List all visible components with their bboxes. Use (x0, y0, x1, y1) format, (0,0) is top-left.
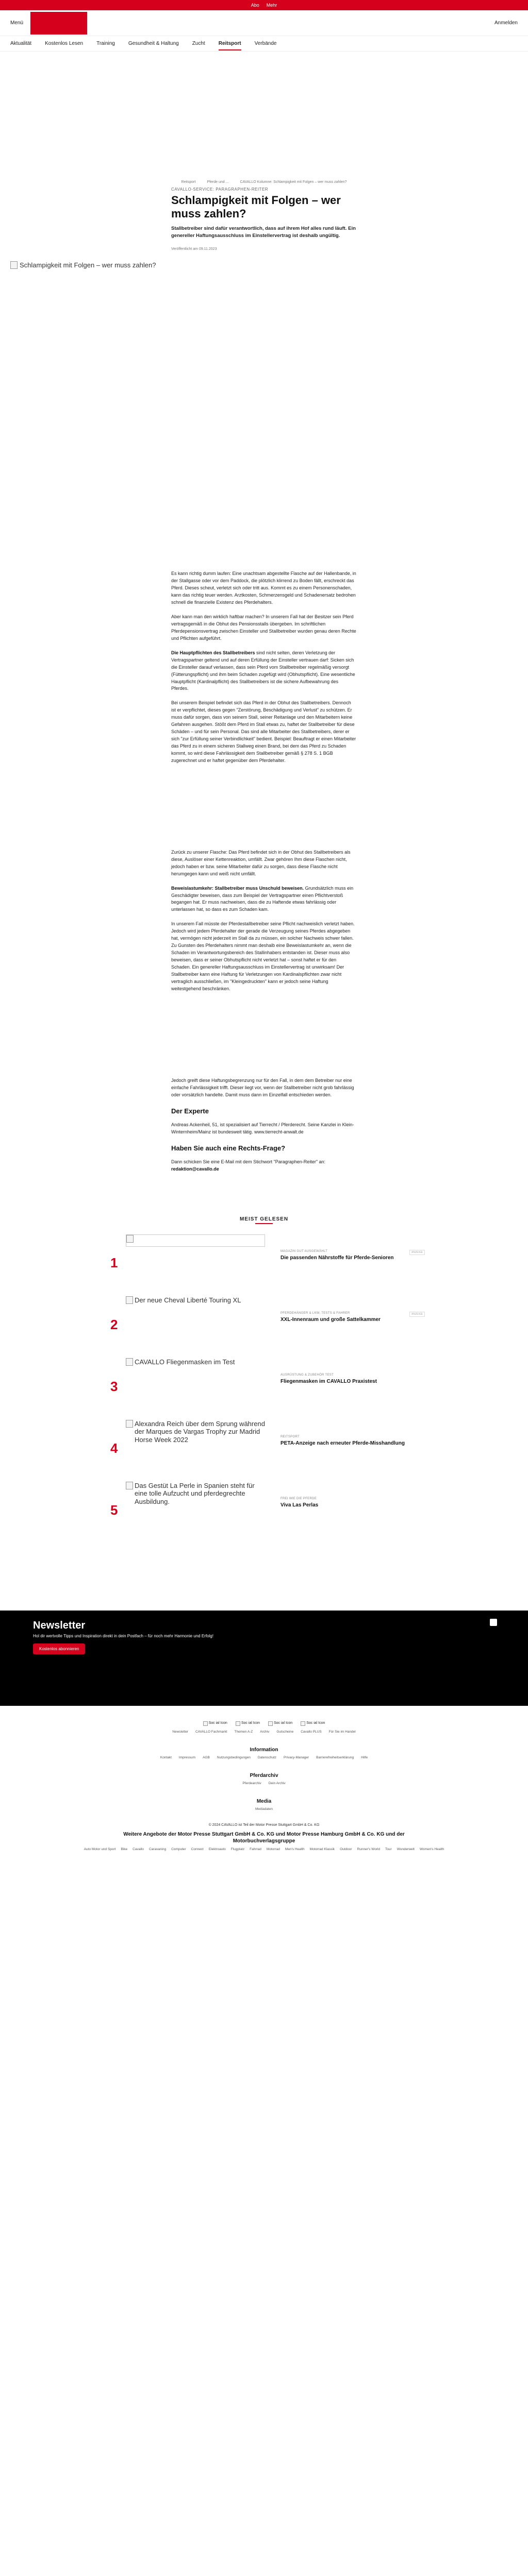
footer-link[interactable]: Nutzungsbedingungen (217, 1755, 251, 1759)
item-headline[interactable]: Die passenden Nährstoffe für Pferde-Senioren (280, 1255, 394, 1261)
paragraph: In unserem Fall müsste der Pferdestallbetreiber seine Pflicht nachweislich verletzt haben. Jedoch wird jedem Pferdehalter der gerade die Verzeugung seines Pferdes abgegeben hat, vermögen nicht jederzeit im Stall da zu müssen, ein solcher Nachweis schwer fallen. Zu Gunsten des Pferdehalters nimmt man deshalb eine Beweislastumkehr an, wenn die Schaden im Verantwortungsbereich des Stallinhabers entstanden ist. Dieser muss also beweisen, dass er seiner Obhutspflicht nicht verletzt hat – sonst haftet er für den Schaden. Ein genereller Haftungsausschluss im Einstellervertrag ist unwirksam! Der Stallbetreiber kann eine Haftung für Verletzungen von Kardinalspflichten zwar nicht vertraglich ausschließen, im "Kleingedruckten" kann er jedoch seine Haftung weitestgehend beschränken. (171, 921, 355, 991)
social-icon[interactable] (203, 1721, 227, 1726)
ad-slot (0, 52, 528, 180)
newsletter-text: Hol dir wertvolle Tipps und Inspiration direkt in dein Postfach – für noch mehr Harmonie und Erfolg! (33, 1633, 213, 1638)
item-category: FREI WIE DIE PFERDE (280, 1497, 317, 1500)
paragraph-text: Grundsätzlich muss ein Geschädigter beweisen, dass zum Beispiel der Vertragspartner einen Pflichtverstoß begangen hat. Er muss nachweisen, dass die zu Haftende etwas fahrlässig oder unterlassen hat, so dass es zum Schaden kam. (171, 885, 354, 912)
spacer (0, 1180, 528, 1216)
broken-image-icon (126, 1296, 133, 1304)
broken-image-icon (126, 1420, 133, 1428)
footer-links (0, 1730, 528, 1734)
thumbnail[interactable] (126, 1358, 265, 1410)
hero-alt-text: Schlampigkeit mit Folgen – wer muss zahlen? (20, 261, 156, 269)
brand-link[interactable]: Computer (171, 1847, 186, 1851)
social-icon[interactable] (268, 1721, 292, 1726)
article-date: Veröffentlicht am 09.11.2023 (171, 247, 217, 251)
thumbnail-alt: CAVALLO Fliegenmasken im Test (135, 1358, 235, 1366)
publisher-heading: Weitere Angebote der Motor Presse Stuttgart GmbH & Co. KG und Motor Presse Hamburg GmbH & Co. KG und der Motorbuchverlagsgruppe (123, 1831, 405, 1844)
paragraph-bold: Die Hauptpflichten des Stallbetreibers (171, 650, 255, 655)
social-alt: Soc ial Icon (274, 1721, 293, 1725)
article-kicker: CAVALLO-SERVICE: PARAGRAPHEN-REITER (171, 187, 269, 192)
most-read-item[interactable] (110, 1234, 425, 1296)
rank-number: 4 (110, 1440, 118, 1456)
breadcrumb-item[interactable]: Pferde und ... (207, 180, 229, 184)
most-read-section (84, 1216, 444, 1544)
article-lead: Stallbetreiber sind dafür verantwortlich, dass auf ihrem Hof alles rund läuft. Ein genereller Haftungsausschluss im Einstellervertrag ist deshalb ungültig. (171, 225, 356, 239)
breadcrumb (171, 180, 357, 184)
paragraph: Zurück zu unserer Flasche: Das Pferd befindet sich in der Obhut des Stallbetreibers als diese, Auslöser einer Kettenreaktion, umfällt. Zwar gehören Ihm diese Flaschen nicht, jedoch haben er bzw. seine Mitarbeiter dafür zu sorgen, dass diese Flasche nicht herumgegen kann und weiß nicht umfällt. (171, 849, 351, 876)
footer-link[interactable]: Archiv (260, 1730, 270, 1734)
email-link[interactable]: redaktion@cavallo.de (171, 1166, 219, 1172)
nav-item[interactable]: Kostenlos Lesen (45, 41, 84, 46)
brand-link[interactable]: Connect (191, 1847, 204, 1851)
footer-link[interactable]: AGB (203, 1755, 210, 1759)
site-footer (0, 1706, 528, 1851)
footer-link[interactable]: Für Sie im Handel (328, 1730, 356, 1734)
footer-link[interactable]: Themen A-Z (234, 1730, 253, 1734)
nav-item[interactable]: Training (96, 41, 115, 46)
brand-link[interactable]: Caravaning (148, 1847, 167, 1851)
brand-link[interactable]: Tour (385, 1847, 392, 1851)
rank-number: 1 (110, 1255, 118, 1270)
brand-link[interactable]: Motorrad (266, 1847, 280, 1851)
item-headline[interactable]: Fliegenmasken im CAVALLO Praxistest (280, 1378, 377, 1384)
checkbox-icon (490, 1619, 497, 1626)
item-tag: ANZEIGE (409, 1312, 425, 1317)
nav-item[interactable]: Aktualität (10, 41, 32, 46)
paragraph: Jedoch greift diese Haftungsbegrenzung nur für den Fall, in dem dem Betreiber nur eine einfache Fahrlässigkeit trifft. Dieser liegt vor, wenn der Stallbetreiber nicht grob fahrlässig oder vorsätzlich handelte. Damit muss dann im Einzelfall entschieden werden. (171, 1077, 354, 1097)
item-category: AUSRÜSTUNG & ZUBEHÖR TEST (280, 1373, 334, 1377)
article-title: Schlampigkeit mit Folgen – wer muss zahlen? (171, 194, 341, 221)
paragraph: Aber kann man den wirklich haftbar machen? In unserem Fall hat der Besitzer sein Pferd vertragsgemäß in die Obhut des Pensionsstalls übergeben. Im schriftlichen Pferdepensionsvertrag zwischen Einsteller und Stallbetreiber wurden genau deren Rechte und Pflichten aufgeführt. (171, 614, 356, 641)
brand-link[interactable]: Bike (121, 1847, 128, 1851)
ad-slot (0, 1000, 528, 1077)
brand-link[interactable]: Men's Health (285, 1847, 305, 1851)
brand-link[interactable]: Cavallo (133, 1847, 144, 1851)
top-bar (0, 0, 528, 10)
brand-link[interactable]: Wunderwelt (397, 1847, 415, 1851)
question-text (171, 1159, 357, 1173)
broken-image-icon (10, 261, 18, 269)
social-alt: Soc ial Icon (306, 1721, 325, 1725)
footer-link[interactable]: Mediadaten (255, 1807, 273, 1811)
social-alt: Soc ial Icon (208, 1721, 227, 1725)
brand-link[interactable]: Women's Health (419, 1847, 444, 1851)
social-icon[interactable] (301, 1721, 325, 1726)
footer-link[interactable]: Privacy-Manager (284, 1755, 309, 1759)
footer-link[interactable]: Impressum (178, 1755, 196, 1759)
item-category: MAGAZIN GUT AUSGEWÄHLT (280, 1249, 328, 1253)
brand-link[interactable]: Auto Motor und Sport (84, 1847, 116, 1851)
copyright: © 2024 CAVALLO ist Teil der Motor Presse Stuttgart GmbH & Co. KG (208, 1823, 320, 1827)
social-alt: Soc ial Icon (241, 1721, 260, 1725)
thumbnail[interactable] (126, 1234, 265, 1247)
brand-link[interactable]: Motorrad Klassik (309, 1847, 335, 1851)
ad-slot (0, 772, 528, 849)
main-nav (0, 36, 528, 52)
article-body-1 (171, 570, 357, 765)
paragraph (171, 885, 357, 914)
newsletter-section (0, 1611, 528, 1706)
thumbnail-alt: Das Gestüt La Perle in Spanien steht für eine tolle Aufzucht und pferdegrechte Ausbildung. (135, 1481, 255, 1505)
brand-links (0, 1848, 528, 1851)
rank-number: 3 (110, 1378, 118, 1394)
article-body-3 (171, 1077, 357, 1173)
paragraph-bold: Beweislastumkehr: Stallbetreiber muss Unschuld beweisen. (171, 885, 304, 891)
abo-link[interactable]: Abo (251, 3, 259, 8)
footer-link[interactable]: Hilfe (361, 1755, 368, 1759)
most-read-item[interactable] (110, 1420, 425, 1482)
broken-image-icon (126, 1482, 133, 1489)
login-link[interactable]: Anmelden (494, 20, 518, 26)
newsletter-title: Newsletter (33, 1619, 86, 1631)
brand-link[interactable]: Flugplatz (230, 1847, 245, 1851)
most-read-item[interactable] (110, 1482, 425, 1544)
broken-image-icon (236, 1721, 240, 1726)
footer-heading: Media (256, 1798, 272, 1804)
breadcrumb-item[interactable]: Reitsport (181, 180, 196, 184)
nav-item[interactable]: Verbände (254, 41, 277, 46)
expert-heading: Der Experte (171, 1107, 209, 1115)
nav-item[interactable]: Gesundheit & Haltung (128, 41, 179, 46)
paragraph (171, 650, 357, 693)
cavallo-logo[interactable] (30, 12, 87, 35)
question-label: Dann schicken Sie eine E-Mail mit dem Stichwort "Paragraphen-Reiter" an: (171, 1159, 326, 1164)
footer-link[interactable]: Datenschutz (257, 1755, 276, 1759)
more-link[interactable]: Mehr (266, 3, 277, 8)
broken-image-icon (268, 1721, 273, 1726)
broken-image-icon (301, 1721, 305, 1726)
most-read-item[interactable] (110, 1296, 425, 1358)
rank-number: 5 (110, 1502, 118, 1518)
thumbnail-alt: Alexandra Reich über dem Sprung während der Marques de Vargas Trophy zur Madrid Horse Week 2022 (135, 1419, 265, 1444)
title-underline (255, 1223, 273, 1224)
thumbnail[interactable] (126, 1296, 265, 1348)
social-links (0, 1721, 528, 1726)
social-icon[interactable] (236, 1721, 260, 1726)
paragraph: Es kann richtig dumm laufen: Eine unachtsam abgestellte Flasche auf der Hallenbande, in der Stallgasse oder vor dem Paddock, die plötzlich klirrend zu Boden fällt, erschreckt das Pferd. Dieses scheut, verletzt sich oder tritt aus. Kommt es zu einem Personenschaden, kann das richtig teuer werden. Arztkosten, Schmerzensgeld und Schadenersatz bedrohen schnell die finanzielle Existenz des Pferdehalters. (171, 571, 356, 605)
brand-link[interactable]: Outdoor (340, 1847, 352, 1851)
footer-link[interactable]: Gutscheine (276, 1730, 294, 1734)
item-category: PFERDEHÄNGER & LKW, TESTS & FAHRER (280, 1311, 350, 1315)
footer-links (0, 1756, 528, 1759)
item-category: REITSPORT (280, 1435, 300, 1438)
footer-heading: Pferdarchiv (250, 1772, 278, 1778)
spacer (0, 1853, 528, 2404)
nav-item-active[interactable]: Reitsport (219, 41, 241, 50)
broken-image-icon (126, 1358, 133, 1366)
footer-links (0, 1782, 528, 1785)
broken-image-icon (126, 1235, 134, 1243)
brand-link[interactable]: Fahrrad (250, 1847, 261, 1851)
item-headline[interactable]: Viva Las Perlas (280, 1502, 319, 1508)
broken-image-icon (203, 1721, 208, 1726)
footer-link[interactable]: Dein Archiv (268, 1781, 286, 1785)
footer-link[interactable]: Pferdearchiv (242, 1781, 261, 1785)
menu-button[interactable]: Menü (10, 20, 24, 26)
expert-text: Andreas Ackenheil, 51, ist spezialisiert auf Tierrecht / Pferderecht. Seine Kanzlei in Klein-Winternheim/Mainz ist bundesweit tätig. www.tierrecht-anwalt.de (171, 1122, 354, 1134)
brand-link[interactable]: Elektroauto (208, 1847, 226, 1851)
nav-item[interactable]: Zucht (192, 41, 205, 46)
brand-link[interactable]: Runner's World (357, 1847, 381, 1851)
thumbnail-alt: Der neue Cheval Liberté Touring XL (135, 1296, 241, 1304)
rank-number: 2 (110, 1316, 118, 1332)
article-body-2 (171, 849, 357, 993)
article-header (171, 180, 357, 251)
thumbnail[interactable] (126, 1482, 265, 1533)
most-read-title: MEIST GELESEN (239, 1216, 289, 1222)
footer-link[interactable]: Barrierefreiheitserklärung (316, 1755, 354, 1759)
newsletter-subscribe-button[interactable]: Kostenlos abonnieren (33, 1643, 85, 1654)
most-read-item[interactable] (110, 1358, 425, 1420)
footer-heading: Information (250, 1747, 278, 1753)
hero-image (0, 261, 528, 570)
question-heading: Haben Sie auch eine Rechts-Frage? (171, 1144, 286, 1152)
footer-links (0, 1807, 528, 1811)
item-tag: ANZEIGE (409, 1250, 425, 1255)
footer-link[interactable]: Kontakt (160, 1755, 172, 1759)
item-headline[interactable]: XXL-Innenraum und große Sattelkammer (280, 1316, 381, 1323)
footer-link[interactable]: Cavallo PLUS (301, 1730, 322, 1734)
thumbnail[interactable] (126, 1420, 265, 1471)
paragraph-text: sind nicht selten, deren Verletzung der Vertragspartner geltend und auf deren Erfüllung der Einsteller vertrauen darf: Sicken sich die Einsteller darauf verlassen, dass sein Pferd vom Stallbetreiber regelmäßig versorgt (Fütterungspflicht) und ihm beim Schaden zugefügt wird (Obhutspflicht). Eine wesentliche Hauptpflicht (Kardinalpflicht) des Stallbetreibers ist die sichere Aufbewahrung des Pferdes. (171, 650, 355, 691)
footer-link[interactable]: CAVALLO Fachmarkt (195, 1730, 227, 1734)
item-headline[interactable]: PETA-Anzeige nach erneuter Pferde-Misshandlung (280, 1440, 405, 1446)
site-header (0, 10, 528, 36)
breadcrumb-current: CAVALLO Kolumne: Schlampigkeit mit Folgen – wer muss zahlen? (240, 180, 347, 184)
paragraph: Bei unserem Beispiel befindet sich das Pferd in der Obhut des Stallbetreibers. Dennoch ist er verpflichtet, dieses gegen "Zerstörung, Beschädigung und Verlust" zu schützen. Er muss dafür sorgen, dass von seinem Stall, seiner Reitanlage und den Mitarbeitern keine Gefahren ausgehen. Stößt dem Pferd im Stall etwas zu, haftet der Stallbetreiber für diese Schäden – und für sein Personal. Das sind alle Mitarbeiter des Stallbetreibers, derer er sich "zur Erfüllung seiner Verbindlichkeit" bedient. Beispiel: Beauftragt er einen Mitarbeiter das Pferd zu in einem sicheren Stallweg einen Brand, bei dem das Pferd zu Schaden kommt, so wird diese Fahrlässigkeit dem Stallbetreiber gemäß § 278 S. 1 BGB zugerechnet und er haftet gegenüber dem Pferdehalter. (171, 700, 356, 763)
footer-link[interactable]: Newsletter (172, 1730, 188, 1734)
